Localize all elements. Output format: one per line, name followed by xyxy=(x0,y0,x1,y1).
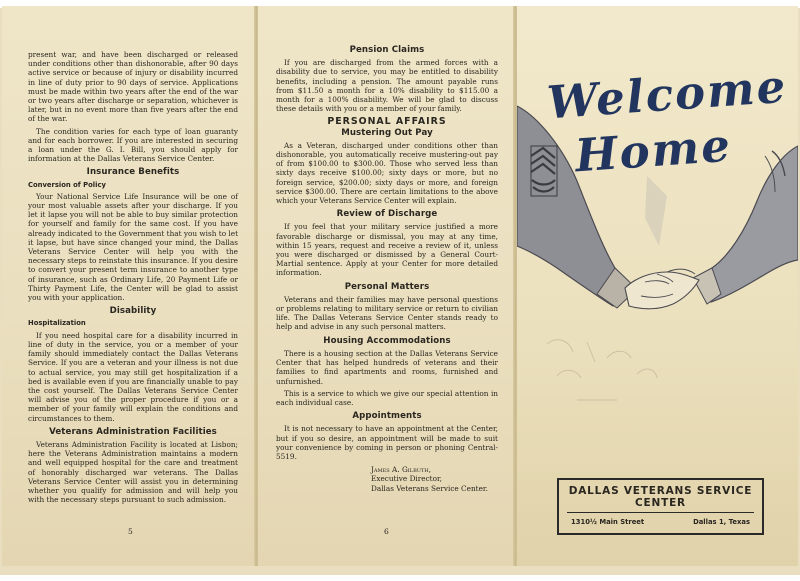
cover-panel xyxy=(517,6,798,566)
personal-matters-heading: Personal Matters xyxy=(344,281,430,292)
pension-paragraph: If you are discharged from the armed forces with a disability due to service, you may be entitled to disability benefits, including a pension. The amount payable runs from $11.50 a month for a 10% disability to $115.00 a month for a 100% disability. We will be glad to discuss these details with you or a member of your family. xyxy=(276,58,498,114)
signature-org: Dallas Veterans Service Center. xyxy=(371,483,488,493)
housing-paragraph: There is a housing section at the Dallas Veterans Service Center that has helped hundreds of veterans and their families to find apartments and rooms, furnished and unfurnished. xyxy=(276,348,498,386)
page-number: 5 xyxy=(128,527,133,536)
mustering-paragraph: As a Veteran, discharged under conditions other than dishonorable, you automatically receive mustering-out pay of from $100.00 to $300.00. Those who served less than sixty days receive $100.00; sixty days or more, but no foreign service, $200.00; sixty days or more, and foreign service $300.00. There are certain limitations to the above which your Veterans Service Center will explain. xyxy=(276,140,498,206)
welcome-script-title: Welcome xyxy=(545,59,789,130)
personal-affairs-heading: PERSONAL AFFAIRS xyxy=(327,116,447,128)
disability-paragraph: If you need hospital care for a disability incurred in line of duty in the service, you or a member of your family should immediately contact the Dallas Veterans Service. If you are a veteran and your illness is not due to actual service, you may still get hospitalization if a bed is available even if you are financially unable to pay the cost yourself. The Dallas Veterans Service Center will advise you of the proper procedure if you or a member of your family will explain the conditions and circumstances to them. xyxy=(28,330,238,423)
housing-heading: Housing Accommodations xyxy=(323,335,451,346)
insurance-subheading: Conversion of Policy xyxy=(28,180,106,189)
housing-paragraph-2: This is a service to which we give our special attention in each individual case. xyxy=(276,388,498,407)
disability-heading: Disability xyxy=(109,306,157,317)
page-6-panel xyxy=(258,6,513,566)
loan-condition-paragraph: The condition varies for each type of loan guaranty and for each borrower. If you are interested in securing a loan under the G. I. Bill, you should apply for information at the Dallas Veterans Service Center. xyxy=(28,126,238,164)
va-facilities-paragraph: Veterans Administration Facility is located at Lisbon; here the Veterans Administration maintains a modern and well equipped hospital for the care and treatment of honorably discharged war veterans. The Dallas Veterans Service Center will assist you in determining whether you qualify for admission and will help you with the necessary steps pursuant to such admission. xyxy=(28,439,238,505)
personal-matters-paragraph: Veterans and their families may have personal questions or problems relating to military service or return to civilian life. The Dallas Veterans Service Center stands ready to help and advise in any such personal matters. xyxy=(276,294,498,332)
street-address: 1310½ Main Street xyxy=(571,518,645,526)
loan-intro-paragraph: present war, and have been discharged or released under conditions other than dishonorable, after 90 days active service or because of injury or disability incurred in line of duty prior to 90 days of service. Applications must be made within two years after the end of the war or two years after discharge or separation, whichever is later, but in no event more than five years after the end of the war. xyxy=(28,50,238,124)
service-center-address xyxy=(567,518,754,526)
service-center-name: DALLAS VETERANS SERVICE CENTER xyxy=(567,485,754,513)
pension-heading: Pension Claims xyxy=(349,45,425,55)
appointments-paragraph: It is not necessary to have an appointment at the Center, but if you so desire, an appointment will be made to suit your convenience by coming in person or phoning Central-5519. xyxy=(276,424,498,461)
signature-title: Executive Director, xyxy=(371,474,442,484)
city-address: Dallas 1, Texas xyxy=(693,518,750,526)
disability-subheading: Hospitalization xyxy=(28,319,86,328)
page-number: 6 xyxy=(384,527,389,536)
va-facilities-heading: Veterans Administration Facilities xyxy=(49,426,217,437)
signature-name: James A. Gilbuth, xyxy=(371,465,431,475)
page-5-panel xyxy=(2,6,254,566)
review-paragraph: If you feel that your military service justified a more favorable discharge or dismissal, you may at any time, within 15 years, request and receive a review of it, unless you were discharged or dismissed by a General Court-Martial sentence. Apply at your Center for more detailed information. xyxy=(276,222,498,278)
page-6-column xyxy=(276,46,498,493)
signature-block xyxy=(371,465,498,493)
service-center-box xyxy=(557,478,764,535)
insurance-paragraph: Your National Service Life Insurance will be one of your most valuable assets after your discharge. If you let it lapse you will not be able to buy similar protection for yourself and family for the same cost. If you have already indicated to the Government that you wish to let it lapse, but have since changed your mind, the Dallas Veterans Service Center will help you with the necessary steps to reinstate this insurance. If you desire to convert your present term insurance to another type of insurance, such as Ordinary Life, 20 Payment Life or Thirty Payment Life, the Center will be glad to assist you with your application. xyxy=(28,191,238,303)
insurance-heading: Insurance Benefits xyxy=(86,167,180,178)
review-heading: Review of Discharge xyxy=(336,209,438,220)
appointments-heading: Appointments xyxy=(352,411,422,422)
page-5-column xyxy=(28,50,238,507)
home-script-title: Home xyxy=(573,118,734,183)
mustering-heading: Mustering Out Pay xyxy=(341,127,433,138)
